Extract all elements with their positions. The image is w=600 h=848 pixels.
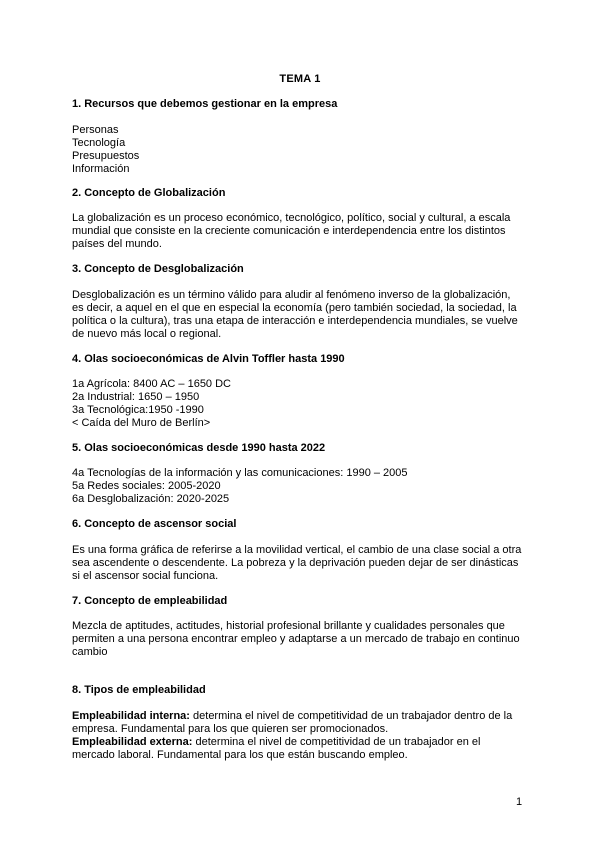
list-item: 1a Agrícola: 8400 AC – 1650 DC	[72, 378, 231, 390]
paragraph-line: países del mundo.	[72, 238, 162, 250]
external-employability-label: Empleabilidad externa:	[72, 736, 193, 748]
section-heading-globalization: 2. Concepto de Globalización	[72, 187, 226, 199]
paragraph-line: Es una forma gráfica de referirse a la movilidad vertical, el cambio de una clase social a otra	[72, 544, 522, 556]
paragraph-line: es decir, a aquel en el que en especial la economía (pero también sociedad, la sociedad, la	[72, 302, 517, 314]
section-heading-waves-since-1990: 5. Olas socioeconómicas desde 1990 hasta 2022	[72, 442, 326, 454]
internal-employability-label: Empleabilidad interna:	[72, 710, 190, 722]
list-item: 5a Redes sociales: 2005-2020	[72, 480, 221, 492]
section-heading-employability-types: 8. Tipos de empleabilidad	[72, 684, 206, 696]
toffler-waves-list	[72, 378, 532, 430]
list-item: Tecnología	[72, 137, 126, 149]
paragraph-line: cambio	[72, 646, 108, 658]
paragraph-line: Mezcla de aptitudes, actitudes, historial profesional brillante y cualidades personales que	[72, 620, 505, 632]
employability-paragraph	[72, 620, 532, 659]
list-item: 2a Industrial: 1650 – 1950	[72, 391, 200, 403]
list-item: 4a Tecnologías de la información y las comunicaciones: 1990 – 2005	[72, 467, 408, 479]
section-heading-deglobalization: 3. Concepto de Desglobalización	[72, 263, 244, 275]
paragraph-line: si el ascensor social funciona.	[72, 570, 219, 582]
paragraph-line: Desglobalización es un término válido para aludir al fenómeno inverso de la globalización,	[72, 289, 511, 301]
globalization-paragraph	[72, 212, 532, 251]
paragraph-line: empresa. Fundamental para los que quieren ser promocionados.	[72, 723, 389, 735]
list-item: 3a Tecnológica:1950 -1990	[72, 404, 204, 416]
internal-employability-text: determina el nivel de competitividad de un trabajador dentro de la	[189, 710, 513, 722]
list-item: 6a Desglobalización: 2020-2025	[72, 493, 230, 505]
paragraph-line: política o la cultura), tras una etapa de interacción e interdependencia mundiales, se vuelve	[72, 315, 518, 327]
section-heading-social-elevator: 6. Concepto de ascensor social	[72, 518, 237, 530]
list-item: Presupuestos	[72, 150, 140, 162]
page-number: 1	[516, 796, 523, 808]
social-elevator-paragraph	[72, 544, 532, 583]
paragraph-line: La globalización es un proceso económico, tecnológico, político, social y cultural, a escala	[72, 212, 511, 224]
waves-since-1990-list	[72, 467, 532, 506]
document-title: TEMA 1	[279, 73, 321, 85]
list-item: Información	[72, 163, 130, 175]
paragraph-line: de nuevo más local o regional.	[72, 328, 222, 340]
paragraph-line	[72, 710, 532, 723]
paragraph-line: permiten a una persona encontrar empleo y adaptarse a un mercado de trabajo en continuo	[72, 633, 520, 645]
deglobalization-paragraph	[72, 289, 532, 341]
paragraph-line	[72, 736, 532, 749]
external-employability-text: determina el nivel de competitividad de un trabajador en el	[192, 736, 481, 748]
section-heading-toffler-waves: 4. Olas socioeconómicas de Alvin Toffler hasta 1990	[72, 353, 345, 365]
paragraph-line: mercado laboral. Fundamental para los que están buscando empleo.	[72, 749, 408, 761]
employability-types-paragraph	[72, 710, 532, 762]
list-item: < Caída del Muro de Berlín>	[72, 417, 211, 429]
list-item: Personas	[72, 124, 119, 136]
section-heading-resources: 1. Recursos que debemos gestionar en la empresa	[72, 98, 338, 110]
paragraph-line: mundial que consiste en la creciente comunicación e interdependencia entre los distintos	[72, 225, 506, 237]
paragraph-line: sea ascendente o descendente. La pobreza y la deprivación pueden dejar de ser dinásticas	[72, 557, 519, 569]
section-heading-employability: 7. Concepto de empleabilidad	[72, 595, 228, 607]
resources-list	[72, 124, 532, 176]
